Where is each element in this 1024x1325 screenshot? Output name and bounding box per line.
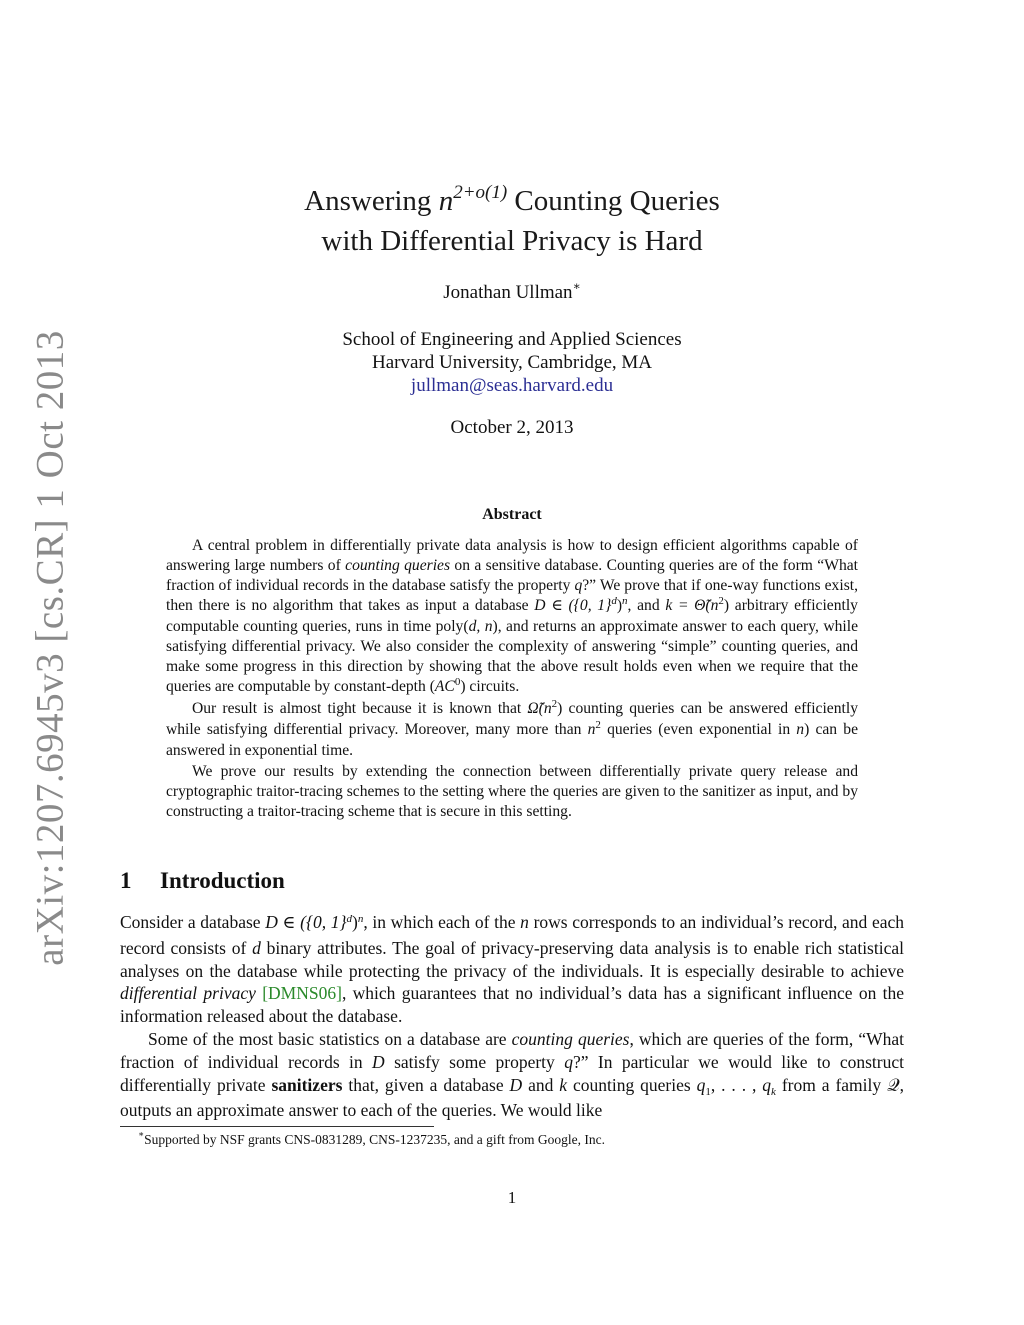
section-heading-introduction <box>120 868 285 894</box>
abstract-paragraph-2: Our result is almost tight because it is known that $\Omegã(n^2)$ counting queries can be answered efficiently while satisfying differential privacy. Moreover, many more than $n^2$ queries (even exponential in n) can be answered in exponential time. <box>166 698 858 759</box>
title-line-2: with Differential Privacy is Hard <box>321 225 703 257</box>
abstract-heading: Abstract <box>482 506 542 523</box>
author-name: Jonathan Ullman∗ <box>443 279 581 303</box>
author-email-link[interactable]: jullman@seas.harvard.edu <box>410 375 614 396</box>
footnote-divider <box>120 1126 434 1127</box>
abstract-paragraph-3: We prove our results by extending the connection between differentially private query release and cryptographic traitor-tracing schemes to the setting where the queries are given to the sanitizer as input, and by constructing a traitor-tracing scheme that is secure in this setting. <box>166 763 858 820</box>
affiliation-line-1: School of Engineering and Applied Sciences <box>342 329 682 350</box>
abstract-body <box>166 536 858 822</box>
intro-paragraph-2: Some of the most basic statistics on a database are counting queries, which are queries of the form, “What fraction of individual records in D satisfy some property q?” In particular we would like to construct differentially private sanitizers that, given a database D and k counting queries $q_1$, . . . , $q_k$ from a family 𝒬, outputs an approximate answer to each of the queries. We would like <box>120 1028 905 1121</box>
page-number: 1 <box>507 1188 517 1207</box>
section-number: 1 <box>120 868 132 893</box>
citation-link-dmns06[interactable]: [DMNS06] <box>262 983 342 1004</box>
paper-date: October 2, 2013 <box>450 417 574 438</box>
author-footnote-mark[interactable]: ∗ <box>572 279 581 293</box>
abstract-paragraph-1: A central problem in differentially private data analysis is how to design efficient algorithms capable of answering large numbers of counting queries on a sensitive database. Counting queries are of the form “What fraction of individual records in the database satisfy the property q?” We prove that if one-way functions exist, then there is no algorithm that takes as input a database D ∈ ({0, 1}$^d$)$^n$, and $k = \Thetã(n^2)$ arbitrary efficiently computable counting queries, runs in time poly(d, n), and returns an approximate answer to each query, while satisfying differential privacy. We also consider the complexity of answering “simple” counting queries, and make some progress in this direction by showing that the above result holds even when we require that the queries are computable by constant-depth $(AC^0)$ circuits. <box>166 537 859 695</box>
affiliation <box>0 328 1024 397</box>
footnote: ∗Supported by NSF grants CNS-0831289, CNS-1237235, and a gift from Google, Inc. <box>138 1129 605 1147</box>
affiliation-line-2: Harvard University, Cambridge, MA <box>371 352 652 373</box>
title-line-1: Answering $n^{2+o(1)}$ Counting Queries <box>304 182 720 217</box>
intro-paragraph-1: Consider a database D ∈ ({0, 1}$^d$)$^n$, in which each of the n rows corresponds to an individual’s record, and each record consists of d binary attributes. The goal of privacy-preserving data analysis is to enable rich statistical analyses on the database while protecting the privacy of the individuals. It is especially desirable to achieve differential privacy [DMNS06], which guarantees that no individual’s data has a significant influence on the information released about the database. <box>120 912 905 1027</box>
paper-title <box>0 183 1024 260</box>
arxiv-side-stamp: arXiv:1207.6945v3 [cs.CR] 1 Oct 2013 <box>28 330 72 966</box>
introduction-body <box>120 911 904 1122</box>
section-title: Introduction <box>160 868 285 893</box>
footnote-mark: ∗ <box>138 1129 145 1139</box>
